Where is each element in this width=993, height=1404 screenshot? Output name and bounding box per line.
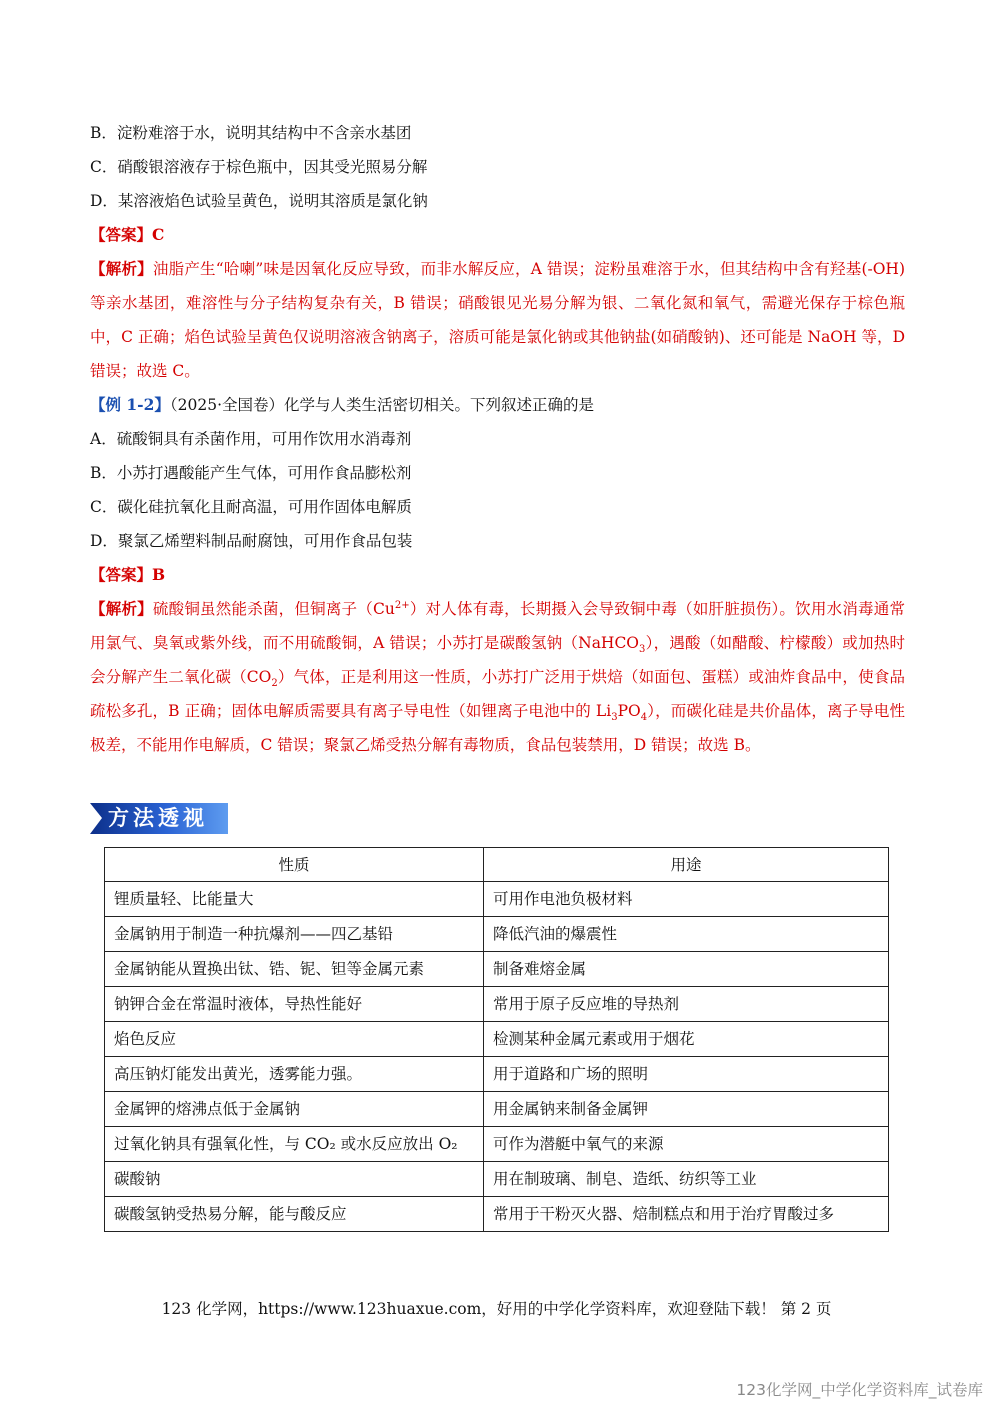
q2-analysis-p5: ），而碳化硅是共价晶体，离子导电性极差，不能用作电解质，C 错误；聚氯乙烯受热分解有毒物质，食品包装禁用，D 错误；故选 B。 (90, 702, 905, 754)
cell-use: 常用于干粉灭火器、焙制糕点和用于治疗胃酸过多 (484, 1197, 889, 1232)
q2-analysis-p1: 硫酸铜虽然能杀菌，但铜离子（Cu (152, 600, 395, 618)
q2-answer (90, 558, 905, 592)
table-row (105, 917, 889, 952)
cell-property: 碳酸钠 (105, 1162, 484, 1197)
table-row (105, 1162, 889, 1197)
table-row (105, 1127, 889, 1162)
cell-property: 金属钠用于制造一种抗爆剂——四乙基铅 (105, 917, 484, 952)
table-row (105, 987, 889, 1022)
hco3-subscript: 3 (639, 644, 646, 656)
property-use-table-wrap (104, 847, 889, 1232)
li-subscript: 3 (611, 712, 618, 724)
q2-option-c: C．碳化硅抗氧化且耐高温，可用作固体电解质 (90, 498, 412, 516)
q2-source: （2025·全国卷） (169, 396, 285, 414)
cell-use: 降低汽油的爆震性 (484, 917, 889, 952)
cell-use: 用金属钠来制备金属钾 (484, 1092, 889, 1127)
q2-stem-text: 化学与人类生活密切相关。下列叙述正确的是 (284, 396, 595, 414)
table-row (105, 1057, 889, 1092)
table-row (105, 1197, 889, 1232)
q2-option-b: B．小苏打遇酸能产生气体，可用作食品膨松剂 (90, 464, 412, 482)
cell-property: 碳酸氢钠受热易分解，能与酸反应 (105, 1197, 484, 1232)
table-body (105, 882, 889, 1232)
q1-option-c: C．硝酸银溶液存于棕色瓶中，因其受光照易分解 (90, 158, 428, 176)
q1-option-d: D．某溶液焰色试验呈黄色，说明其溶质是氯化钠 (90, 192, 428, 210)
q1-answer (90, 218, 905, 252)
cell-use: 制备难熔金属 (484, 952, 889, 987)
table-row (105, 952, 889, 987)
q2-option-a: A．硫酸铜具有杀菌作用，可用作饮用水消毒剂 (90, 430, 412, 448)
banner-notch (90, 803, 102, 834)
q2-analysis-p3: ），遇酸（如醋酸、柠檬酸）或加热时会分解产生二氧化碳（CO (90, 634, 905, 686)
table-row (105, 1022, 889, 1057)
co2-subscript: 2 (271, 678, 278, 690)
page-content (90, 116, 905, 762)
page-footer: 123 化学网，https://www.123huaxue.com，好用的中学化学资料库，欢迎登陆下载！ 第 2 页 (161, 1300, 832, 1318)
cell-use: 用在制玻璃、制皂、造纸、纺织等工业 (484, 1162, 889, 1197)
q2-label: 【例 1-2】 (90, 395, 170, 414)
cell-use: 常用于原子反应堆的导热剂 (484, 987, 889, 1022)
header-use: 用途 (484, 848, 889, 882)
watermark: 123化学网_中学化学资料库_试卷库 (736, 1381, 983, 1399)
q2-analysis (90, 592, 905, 762)
q2-answer-label: 【答案】 (90, 565, 153, 584)
cell-property: 锂质量轻、比能量大 (105, 882, 484, 917)
property-use-table (104, 847, 889, 1232)
table-row (105, 882, 889, 917)
q2-option-d: D．聚氯乙烯塑料制品耐腐蚀，可用作食品包装 (90, 532, 413, 550)
q2-analysis-p4: ）气体，正是利用这一性质，小苏打广泛用于烘焙（如面包、蛋糕）或油炸食品中，使食品疏松多孔，B 正确；固体电解质需要具有离子导电性（如锂离子电池中的 Li (90, 668, 905, 720)
q1-analysis-text: 油脂产生“哈喇”味是因氧化反应导致，而非水解反应，A 错误；淀粉虽难溶于水，但其结构中含有羟基(-OH)等亲水基团，难溶性与分子结构复杂有关，B 错误；硝酸银见光易分解为银、二氧化氮和氧气，需避光保存于棕色瓶中，C 正确；焰色试验呈黄色仅说明溶液含钠离子，溶质可能是氯化钠或其他钠盐(如硝酸钠)、还可能是 NaOH 等，D 错误；故选 C。 (90, 260, 905, 380)
q1-analysis-label: 【解析】 (90, 259, 153, 278)
cell-property: 焰色反应 (105, 1022, 484, 1057)
q2-answer-value: B (152, 565, 166, 584)
cell-property: 金属钠能从置换出钛、锆、铌、钽等金属元素 (105, 952, 484, 987)
cell-property: 金属钾的熔沸点低于金属钠 (105, 1092, 484, 1127)
q2-analysis-po: PO (617, 702, 641, 720)
po-subscript: 4 (640, 712, 648, 724)
q2-analysis-label: 【解析】 (90, 599, 153, 618)
cell-use: 可用作电池负极材料 (484, 882, 889, 917)
cell-use: 检测某种金属元素或用于烟花 (484, 1022, 889, 1057)
cu-charge: 2+ (394, 599, 410, 611)
q2-stem (90, 388, 905, 422)
cell-property: 过氧化钠具有强氧化性，与 CO₂ 或水反应放出 O₂ (105, 1127, 484, 1162)
cell-use: 用于道路和广场的照明 (484, 1057, 889, 1092)
q1-analysis (90, 252, 905, 388)
q1-answer-value: C (152, 225, 165, 244)
cell-property: 钠钾合金在常温时液体，导热性能好 (105, 987, 484, 1022)
cell-property: 高压钠灯能发出黄光，透雾能力强。 (105, 1057, 484, 1092)
table-row (105, 1092, 889, 1127)
section-banner (90, 803, 228, 834)
q1-answer-label: 【答案】 (90, 225, 153, 244)
cell-use: 可作为潜艇中氧气的来源 (484, 1127, 889, 1162)
header-property: 性质 (105, 848, 484, 882)
q1-option-b: B．淀粉难溶于水，说明其结构中不含亲水基团 (90, 124, 412, 142)
table-header-row (105, 848, 889, 882)
q2-analysis-p2: ）对人体有毒，长期摄入会导致铜中毒（如肝脏损伤）。饮用水消毒通常用氯气、臭氧或紫外线，而不用硫酸铜，A 错误；小苏打是碳酸氢钠（NaHCO (90, 600, 905, 652)
banner-title: 方法透视 (108, 806, 208, 830)
